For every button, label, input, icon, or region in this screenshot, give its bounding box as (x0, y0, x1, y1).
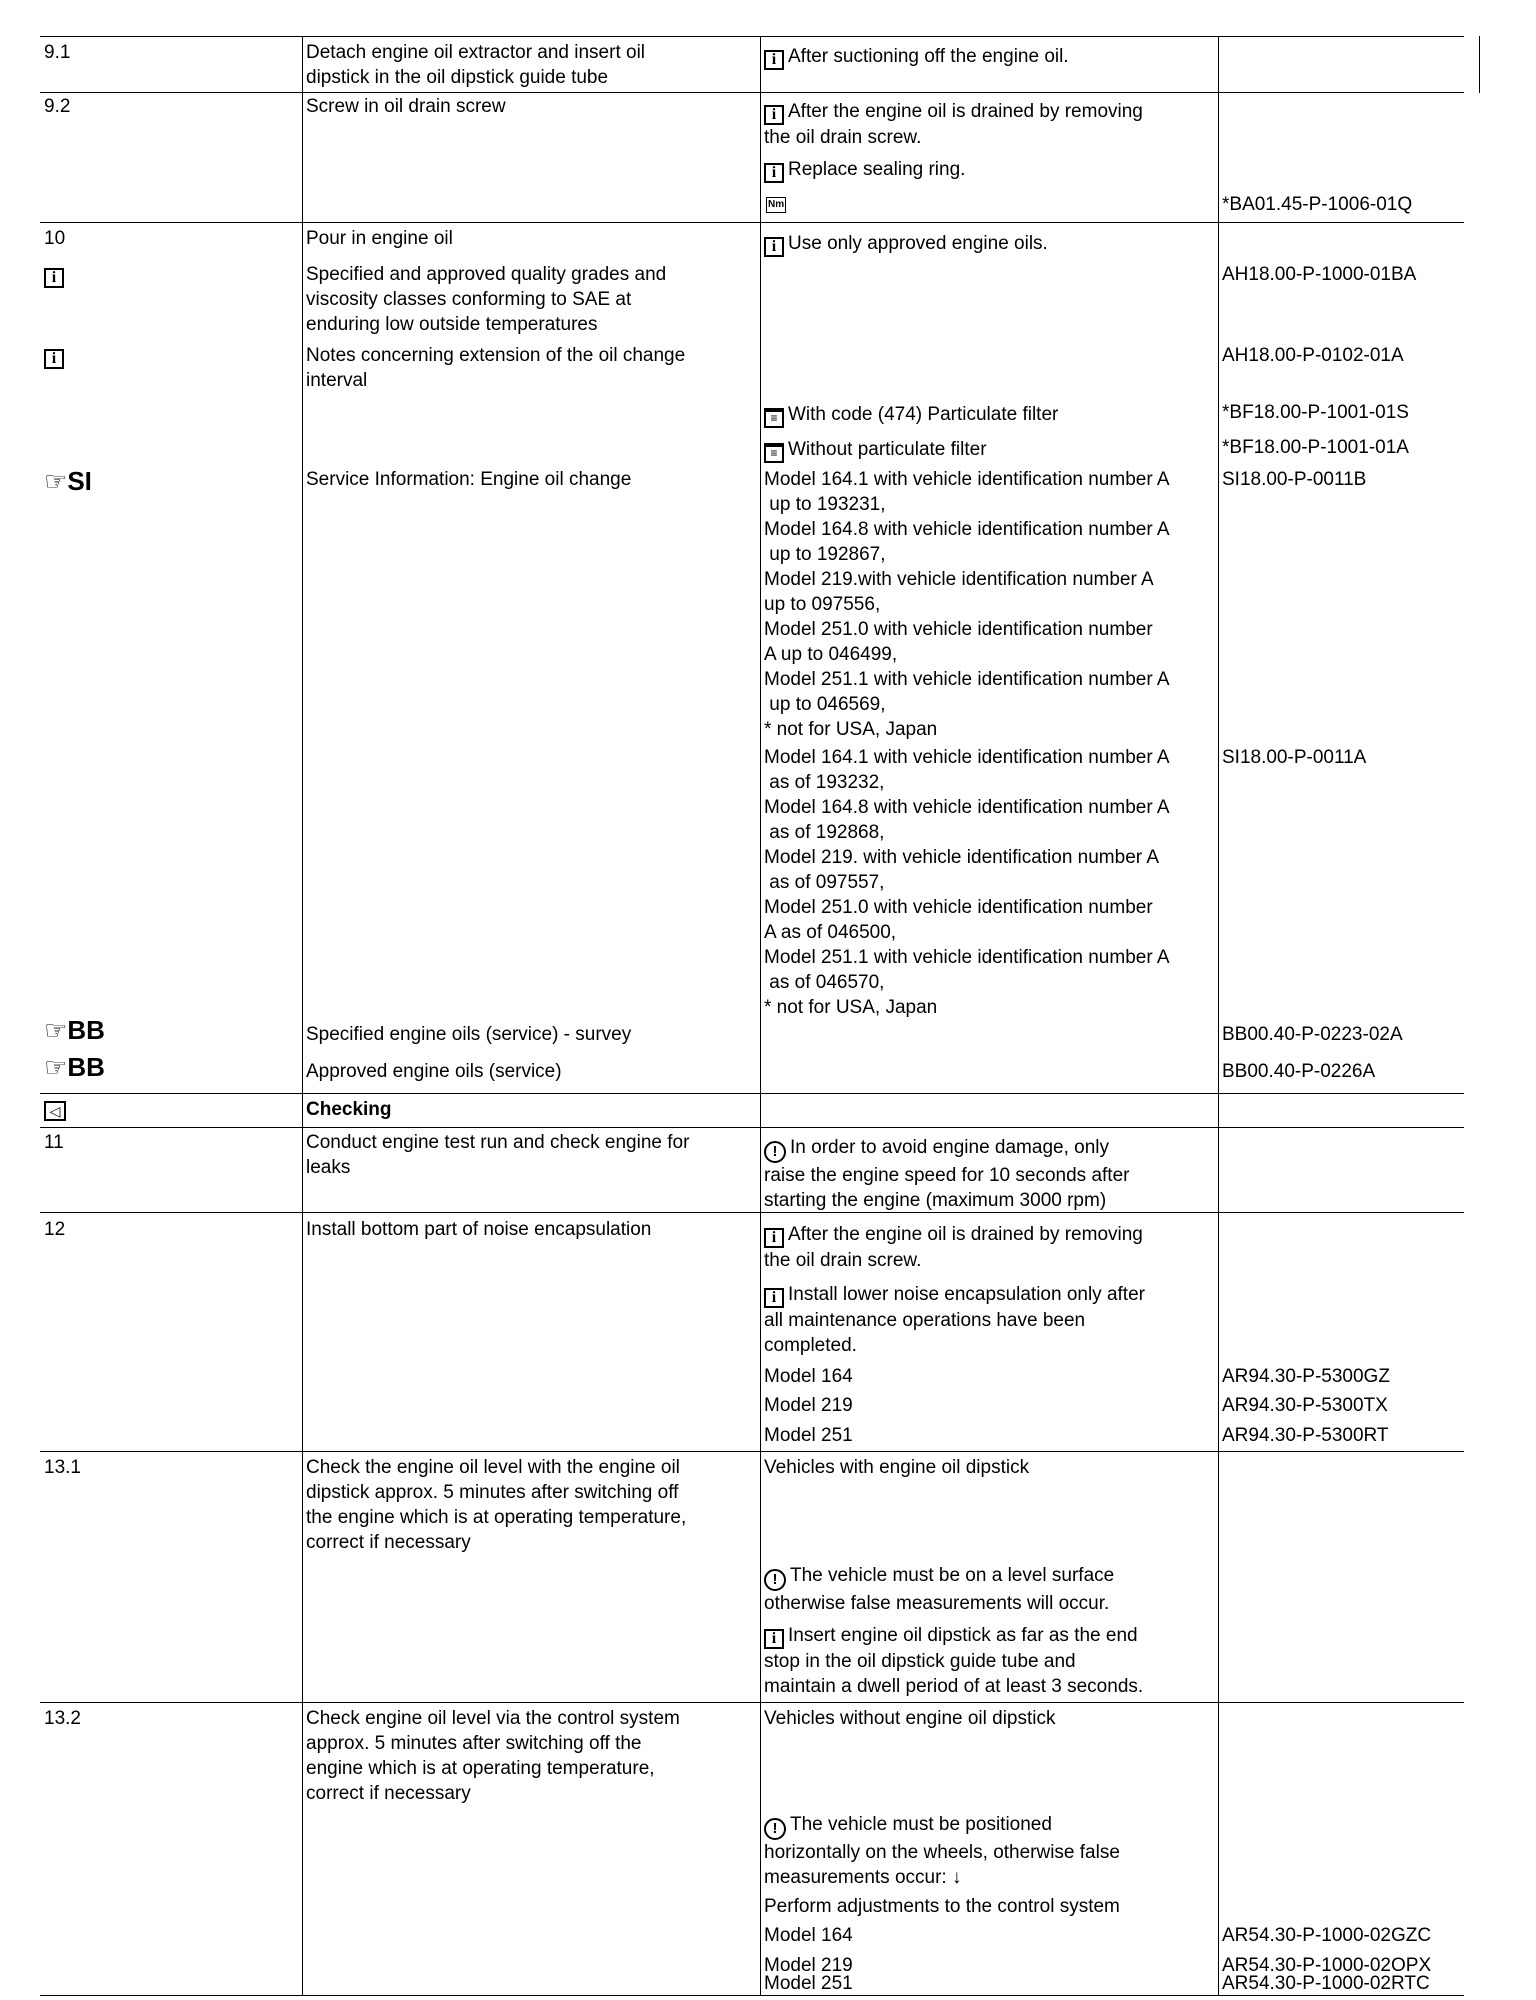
warning-note (764, 1812, 1120, 1890)
warning-note (764, 1563, 1114, 1616)
document-icon: ≡ (764, 408, 784, 428)
bb-label: BB (67, 1052, 105, 1082)
info-note (764, 1623, 1143, 1699)
row-border (40, 1127, 1464, 1128)
column-border (1218, 36, 1219, 1995)
info-icon: i (764, 50, 784, 70)
step-action: Install bottom part of noise encapsulation (306, 1219, 652, 1240)
bb-marker (44, 1052, 105, 1082)
note-text: Use only approved engine oils. (788, 233, 1048, 254)
code-note (764, 402, 1058, 428)
row-border (40, 36, 1464, 37)
document-link[interactable]: AR54.30-P-1000-02OPX (1222, 1955, 1432, 1976)
bb-label: BB (67, 1015, 105, 1045)
row-border (40, 1451, 1464, 1452)
pointing-hand-icon: ☞ (44, 1052, 68, 1082)
step-number: 12 (44, 1219, 66, 1240)
info-note (764, 231, 1048, 257)
bb-marker (44, 1015, 105, 1045)
document-link[interactable]: AH18.00-P-1000-01BA (1222, 264, 1417, 285)
model-label: Model 164 (764, 1925, 853, 1946)
step-action: Screw in oil drain screw (306, 96, 506, 117)
document-link[interactable]: SI18.00-P-0011B (1222, 469, 1367, 490)
adjustment-note: Perform adjustments to the control system (764, 1896, 1120, 1917)
info-icon: i (44, 349, 64, 369)
info-icon: i (764, 1228, 784, 1248)
document-link[interactable]: BB00.40-P-0223-02A (1222, 1024, 1403, 1045)
row-border (40, 1212, 1464, 1213)
sub-action: Specified and approved quality grades and viscosity classes conforming to SAE at enduring low outside temperatures (306, 264, 667, 335)
row-border (40, 222, 1464, 223)
info-icon: i (764, 1288, 784, 1308)
code-note (764, 437, 987, 463)
step-number: 9.2 (44, 96, 71, 117)
step-action: Detach engine oil extractor and insert oil dipstick in the oil dipstick guide tube (306, 42, 646, 88)
document-link[interactable]: *BF18.00-P-1001-01A (1222, 437, 1409, 458)
checking-marker (44, 1098, 66, 1123)
note-text: The vehicle must be positioned horizontally on the wheels, otherwise false measurements occur: ↓ (764, 1814, 1120, 1888)
info-icon: i (764, 105, 784, 125)
document-link[interactable]: AR54.30-P-1000-02RTC (1222, 1973, 1430, 1994)
document-link[interactable]: BB00.40-P-0226A (1222, 1061, 1376, 1082)
warning-icon: ! (764, 1569, 786, 1591)
info-note (764, 1222, 1143, 1273)
service-info-marker (44, 466, 92, 496)
info-note (764, 44, 1069, 70)
info-note (764, 99, 1143, 150)
step-number: 9.1 (44, 42, 71, 63)
step-number: 13.1 (44, 1457, 81, 1478)
torque-icon: Nm (766, 197, 786, 213)
pointing-hand-icon: ☞ (44, 466, 68, 496)
note-text: After suctioning off the engine oil. (788, 46, 1069, 67)
model-label: Model 251 (764, 1425, 853, 1446)
model-label: Model 219 (764, 1955, 853, 1976)
row-border (40, 1702, 1464, 1703)
note-text: With code (474) Particulate filter (788, 404, 1059, 425)
row-border (40, 92, 1464, 93)
info-icon: i (44, 268, 64, 288)
play-back-icon: ◁ (44, 1101, 66, 1121)
info-icon: i (764, 163, 784, 183)
si-label: SI (67, 466, 92, 496)
model-range-text: Model 164.1 with vehicle identification number A as of 193232, Model 164.8 with vehicle identification number A as of 192868, Model 219. with vehicle identification number A as of 097557, Model 251.0 with vehicle identification number A as of 046500, Model 251.1 with vehicle identification number A as of 046570, * not for USA, Japan (764, 747, 1170, 1018)
document-link[interactable]: *BF18.00-P-1001-01S (1222, 402, 1409, 423)
document-link[interactable]: *BA01.45-P-1006-01Q (1222, 194, 1413, 215)
step-action: Pour in engine oil (306, 228, 453, 249)
sub-action: Service Information: Engine oil change (306, 469, 632, 490)
document-link[interactable]: AH18.00-P-0102-01A (1222, 345, 1404, 366)
pointing-hand-icon: ☞ (44, 1015, 68, 1045)
document-link[interactable]: AR54.30-P-1000-02GZC (1222, 1925, 1432, 1946)
note-text: The vehicle must be on a level surface otherwise false measurements will occur. (764, 1565, 1115, 1614)
info-icon: i (764, 237, 784, 257)
model-range-text: Model 164.1 with vehicle identification number A up to 193231, Model 164.8 with vehicle identification number A up to 192867, Model 219.with vehicle identification number A up to 097556, Model 251.0 with vehicle identification number A up to 046499, Model 251.1 with vehicle identification number A up to 046569, * not for USA, Japan (764, 469, 1170, 740)
note-text: Replace sealing ring. (788, 159, 966, 180)
step-number: 10 (44, 228, 66, 249)
note-text: Without particulate filter (788, 439, 987, 460)
row-border (40, 1093, 1464, 1094)
condition-note: Vehicles without engine oil dipstick (764, 1708, 1056, 1729)
warning-icon: ! (764, 1818, 786, 1840)
document-link[interactable]: SI18.00-P-0011A (1222, 747, 1367, 768)
note-text: In order to avoid engine damage, only raise the engine speed for 10 seconds after starting the engine (maximum 3000 rpm) (764, 1137, 1130, 1211)
column-border (1479, 36, 1480, 93)
info-icon: i (764, 1629, 784, 1649)
step-number: 13.2 (44, 1708, 81, 1729)
section-title: Checking (306, 1099, 392, 1120)
warning-note (764, 1135, 1129, 1213)
model-label: Model 164 (764, 1366, 853, 1387)
sub-action: Approved engine oils (service) (306, 1061, 562, 1082)
column-border (302, 36, 303, 1995)
document-link[interactable]: AR94.30-P-5300TX (1222, 1395, 1388, 1416)
warning-icon: ! (764, 1141, 786, 1163)
info-note (764, 1282, 1145, 1358)
info-marker (44, 343, 68, 369)
document-link[interactable]: AR94.30-P-5300RT (1222, 1425, 1389, 1446)
column-border (760, 36, 761, 1995)
info-note (764, 157, 965, 183)
model-label: Model 251 (764, 1973, 853, 1994)
note-text: After the engine oil is drained by removing the oil drain screw. (764, 101, 1143, 148)
note-text: Install lower noise encapsulation only after all maintenance operations have been completed. (764, 1284, 1145, 1356)
info-marker (44, 262, 68, 288)
step-action: Check the engine oil level with the engine oil dipstick approx. 5 minutes after switching off the engine which is at operating temperature, correct if necessary (306, 1457, 687, 1553)
sub-action: Notes concerning extension of the oil change interval (306, 345, 686, 391)
model-label: Model 219 (764, 1395, 853, 1416)
step-number: 11 (44, 1132, 64, 1153)
document-link[interactable]: AR94.30-P-5300GZ (1222, 1366, 1390, 1387)
step-action: Check engine oil level via the control system approx. 5 minutes after switching off the engine which is at operating temperature, correct if necessary (306, 1708, 680, 1804)
torque-note (766, 190, 786, 215)
document-icon: ≡ (764, 443, 784, 463)
sub-action: Specified engine oils (service) - survey (306, 1024, 632, 1045)
note-text: After the engine oil is drained by removing the oil drain screw. (764, 1224, 1143, 1271)
condition-note: Vehicles with engine oil dipstick (764, 1457, 1030, 1478)
step-action: Conduct engine test run and check engine for leaks (306, 1132, 690, 1178)
note-text: Insert engine oil dipstick as far as the end stop in the oil dipstick guide tube and maintain a dwell period of at least 3 seconds. (764, 1625, 1144, 1697)
